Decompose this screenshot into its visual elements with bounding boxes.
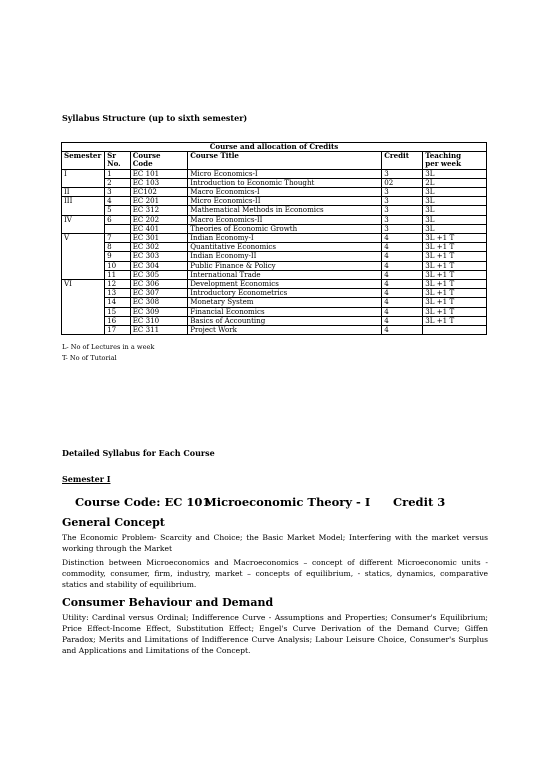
table-row (62, 206, 487, 215)
table-row (62, 178, 487, 187)
cell-course-title: Macro Economics-I (188, 188, 382, 197)
cell-semester (62, 224, 105, 233)
cell-credit: 3 (382, 215, 423, 224)
cell-semester: VI (62, 280, 105, 289)
cell-course-code: EC 101 (130, 169, 187, 178)
cell-credit: 4 (382, 280, 423, 289)
table-row (62, 270, 487, 279)
cell-course-code: EC 310 (130, 316, 187, 325)
cell-sr-no: 1 (105, 169, 131, 178)
header-credit: Credit (382, 152, 423, 169)
cell-teaching: 3L +1 T (423, 280, 487, 289)
cell-course-code: EC 103 (130, 178, 187, 187)
cell-sr-no: 4 (105, 197, 131, 206)
cell-course-code: EC 305 (130, 270, 187, 279)
cell-credit: 4 (382, 270, 423, 279)
cell-course-title: Development Economics (188, 280, 382, 289)
cell-sr-no: 3 (105, 188, 131, 197)
cell-credit: 3 (382, 169, 423, 178)
cell-teaching: 3L (423, 169, 487, 178)
header-semester: Semester (62, 152, 105, 169)
cell-course-title: Quantitative Economics (188, 243, 382, 252)
cell-teaching: 3L (423, 215, 487, 224)
cell-course-code: EC102 (130, 188, 187, 197)
cell-course-code: EC 202 (130, 215, 187, 224)
cell-teaching: 3L +1 T (423, 234, 487, 243)
table-row (62, 224, 487, 233)
table-row (62, 280, 487, 289)
cell-course-code: EC 303 (130, 252, 187, 261)
course-title: Microeconomic Theory - I (204, 495, 371, 509)
table-row (62, 307, 487, 316)
section-heading-consumer-behaviour: Consumer Behaviour and Demand (62, 596, 274, 609)
cell-teaching: 3L +1 T (423, 261, 487, 270)
cell-credit: 3 (382, 188, 423, 197)
cell-teaching (423, 326, 487, 335)
section-heading-general-concept: General Concept (62, 516, 165, 529)
cell-course-title: Indian Economy-I (188, 234, 382, 243)
cell-semester: II (62, 188, 105, 197)
cell-semester (62, 243, 105, 252)
note-tutorial: T- No of Tutorial (62, 354, 117, 362)
cell-course-title: Monetary System (188, 298, 382, 307)
cell-course-code: EC 311 (130, 326, 187, 335)
cell-course-title: Micro Economics-II (188, 197, 382, 206)
cell-sr-no: 12 (105, 280, 131, 289)
table-row (62, 316, 487, 325)
table-row (62, 252, 487, 261)
cell-course-code: EC 201 (130, 197, 187, 206)
cell-semester (62, 298, 105, 307)
table-row (62, 298, 487, 307)
cell-teaching: 3L (423, 224, 487, 233)
cell-credit: 4 (382, 234, 423, 243)
cell-credit: 4 (382, 243, 423, 252)
cell-credit: 4 (382, 316, 423, 325)
cell-sr-no: 9 (105, 252, 131, 261)
cell-course-title: Basics of Accounting (188, 316, 382, 325)
cell-credit: 4 (382, 298, 423, 307)
cell-semester (62, 261, 105, 270)
cell-course-title: Macro Economics-II (188, 215, 382, 224)
cell-course-code: EC 306 (130, 280, 187, 289)
cell-course-title: Public Finance & Policy (188, 261, 382, 270)
cell-teaching: 3L (423, 197, 487, 206)
cell-course-code: EC 301 (130, 234, 187, 243)
table-body (62, 169, 487, 335)
paragraph-micro-macro: Distinction between Microeconomics and Macroeconomics – concept of different Microeconomic units - commodity, consumer, firm, industry, market – concepts of equilibrium, - statics, dynamics, comparative statics and stability of equilibrium. (62, 558, 488, 589)
cell-credit: 4 (382, 326, 423, 335)
detailed-title: Detailed Syllabus for Each Course (62, 448, 215, 458)
cell-course-title: Mathematical Methods in Economics (188, 206, 382, 215)
course-credit: Credit 3 (393, 495, 446, 509)
header-sr-no: Sr No. (105, 152, 131, 169)
cell-course-title: Introductory Econometrics (188, 289, 382, 298)
cell-teaching: 3L +1 T (423, 270, 487, 279)
cell-semester: III (62, 197, 105, 206)
cell-semester: IV (62, 215, 105, 224)
cell-sr-no: 13 (105, 289, 131, 298)
cell-semester: V (62, 234, 105, 243)
paragraph-utility: Utility: Cardinal versus Ordinal; Indifference Curve - Assumptions and Properties; Consumer's Equilibrium; Price Effect-Income Effect, Substitution Effect; Engel's Curve Derivation of the Demand Curve; Giffen Paradox; Merits and Limitations of Indifference Curve Analysis; Labour Leisure Choice, Consumer's Surplus and Applications and Limitations of the Concept. (62, 613, 488, 655)
table-header-row (62, 152, 487, 169)
cell-semester (62, 316, 105, 325)
cell-sr-no (105, 224, 131, 233)
syllabus-table (61, 142, 487, 335)
cell-credit: 3 (382, 224, 423, 233)
cell-sr-no: 5 (105, 206, 131, 215)
cell-teaching: 3L +1 T (423, 289, 487, 298)
cell-course-code: EC 309 (130, 307, 187, 316)
cell-sr-no: 10 (105, 261, 131, 270)
cell-course-title: International Trade (188, 270, 382, 279)
note-lectures: L- No of Lectures in a week (62, 343, 155, 351)
cell-sr-no: 8 (105, 243, 131, 252)
cell-teaching: 3L +1 T (423, 252, 487, 261)
table-row (62, 197, 487, 206)
table-row (62, 289, 487, 298)
cell-course-title: Introduction to Economic Thought (188, 178, 382, 187)
header-course-code: Course Code (130, 152, 187, 169)
table-caption: Course and allocation of Credits (62, 143, 487, 152)
cell-teaching: 3L (423, 206, 487, 215)
cell-credit: 4 (382, 289, 423, 298)
table-row (62, 188, 487, 197)
cell-semester: I (62, 169, 105, 178)
cell-credit: 4 (382, 252, 423, 261)
cell-course-code: EC 401 (130, 224, 187, 233)
cell-semester (62, 206, 105, 215)
cell-semester (62, 270, 105, 279)
table-row (62, 261, 487, 270)
cell-teaching: 3L (423, 188, 487, 197)
course-code: Course Code: EC 101 (75, 495, 211, 509)
table-row (62, 234, 487, 243)
cell-teaching: 3L +1 T (423, 307, 487, 316)
header-teaching: Teaching per week (423, 152, 487, 169)
cell-course-code: EC 307 (130, 289, 187, 298)
cell-teaching: 3L +1 T (423, 298, 487, 307)
cell-course-code: EC 312 (130, 206, 187, 215)
cell-semester (62, 289, 105, 298)
cell-credit: 4 (382, 261, 423, 270)
cell-course-title: Theories of Economic Growth (188, 224, 382, 233)
cell-credit: 3 (382, 197, 423, 206)
semester-heading: Semester I (62, 474, 111, 484)
section-title: Syllabus Structure (up to sixth semester) (62, 113, 248, 123)
cell-sr-no: 7 (105, 234, 131, 243)
cell-teaching: 3L +1 T (423, 316, 487, 325)
header-course-title: Course Title (188, 152, 382, 169)
table-row (62, 243, 487, 252)
cell-semester (62, 307, 105, 316)
table-row (62, 326, 487, 335)
cell-sr-no: 11 (105, 270, 131, 279)
table-row (62, 169, 487, 178)
cell-sr-no: 16 (105, 316, 131, 325)
cell-course-code: EC 308 (130, 298, 187, 307)
cell-semester (62, 326, 105, 335)
cell-credit: 3 (382, 206, 423, 215)
paragraph-economic-problem: The Economic Problem- Scarcity and Choice; the Basic Market Model; Interfering with the market versus working through the Market (62, 533, 488, 553)
cell-sr-no: 14 (105, 298, 131, 307)
cell-course-title: Financial Economics (188, 307, 382, 316)
cell-semester (62, 252, 105, 261)
cell-course-code: EC 304 (130, 261, 187, 270)
cell-credit: 4 (382, 307, 423, 316)
cell-semester (62, 178, 105, 187)
table-row (62, 215, 487, 224)
cell-teaching: 3L +1 T (423, 243, 487, 252)
cell-sr-no: 6 (105, 215, 131, 224)
cell-sr-no: 17 (105, 326, 131, 335)
cell-course-title: Project Work (188, 326, 382, 335)
cell-course-title: Indian Economy-II (188, 252, 382, 261)
cell-sr-no: 2 (105, 178, 131, 187)
cell-course-title: Micro Economics-I (188, 169, 382, 178)
cell-teaching: 2L (423, 178, 487, 187)
cell-sr-no: 15 (105, 307, 131, 316)
cell-credit: 02 (382, 178, 423, 187)
cell-course-code: EC 302 (130, 243, 187, 252)
